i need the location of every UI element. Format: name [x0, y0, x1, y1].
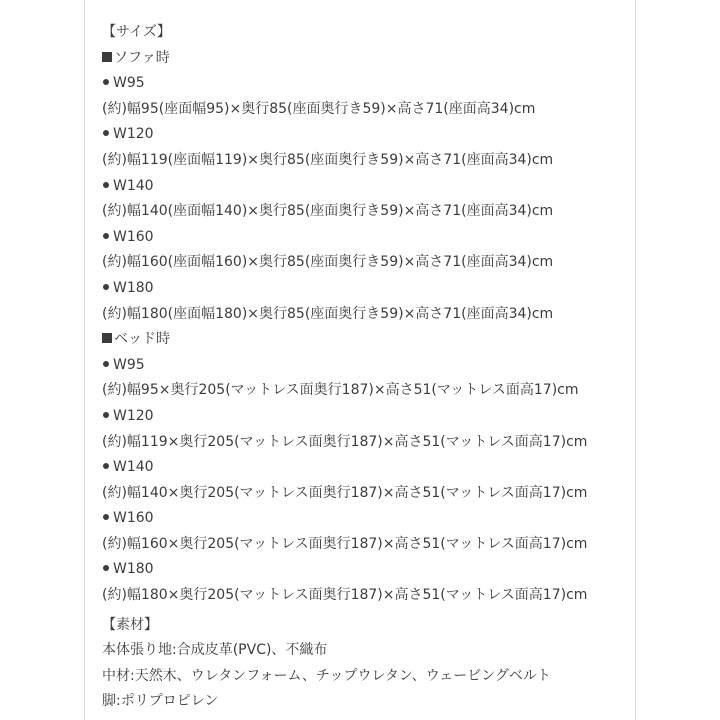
bed-item-w180: [102, 557, 632, 608]
bed-item-label: W140: [113, 459, 154, 476]
bed-item-detail: (約)幅95×奥行205(マットレス面奥行187)×高さ51(マットレス面高17)cm: [102, 382, 579, 399]
material-heading: 【素材】: [102, 616, 158, 633]
sofa-item-label-row: [102, 225, 632, 251]
sofa-mode-heading: [102, 46, 632, 72]
sofa-item-label-row: [102, 71, 632, 97]
bed-item-w140: [102, 455, 632, 506]
bullet-dot-icon: [103, 514, 109, 520]
sofa-item-detail: (約)幅95(座面幅95)×奥行85(座面奥行き59)×高さ71(座面高34)cm: [102, 100, 536, 117]
bed-item-detail: (約)幅160×奥行205(マットレス面奥行187)×高さ51(マットレス面高17)cm: [102, 535, 588, 552]
bed-item-label: W120: [113, 407, 154, 424]
bed-item-detail: (約)幅119×奥行205(マットレス面奥行187)×高さ51(マットレス面高17)cm: [102, 433, 588, 450]
bullet-dot-icon: [103, 361, 109, 367]
bullet-dot-icon: [103, 233, 109, 239]
sofa-item-w180: [102, 276, 632, 327]
bed-item-label: W180: [113, 561, 154, 578]
bullet-dot-icon: [103, 182, 109, 188]
sofa-item-label: W160: [113, 228, 154, 245]
material-line-upholstery: 本体張り地:合成皮革(PVC)、不織布: [102, 642, 328, 659]
sofa-item-detail: (約)幅160(座面幅160)×奥行85(座面奥行き59)×高さ71(座面高34)cm: [102, 254, 554, 271]
bed-item-detail: (約)幅180×奥行205(マットレス面奥行187)×高さ51(マットレス面高17)cm: [102, 587, 588, 604]
bed-item-detail: (約)幅140×奥行205(マットレス面奥行187)×高さ51(マットレス面高17)cm: [102, 484, 588, 501]
size-heading: 【サイズ】: [102, 24, 171, 40]
bed-item-label-row: [102, 404, 632, 430]
bullet-dot-icon: [103, 130, 109, 136]
square-bullet-icon: [102, 52, 112, 62]
sofa-item-w120: [102, 122, 632, 173]
spec-content: [102, 20, 632, 715]
bullet-dot-icon: [103, 79, 109, 85]
bed-mode-heading-text: ベッド時: [114, 331, 170, 348]
bed-item-label-row: [102, 557, 632, 583]
sofa-item-detail: (約)幅119(座面幅119)×奥行85(座面奥行き59)×高さ71(座面高34)cm: [102, 151, 554, 168]
sofa-item-w160: [102, 225, 632, 276]
sofa-item-label: W140: [113, 177, 154, 194]
sofa-item-label-row: [102, 276, 632, 302]
bullet-dot-icon: [103, 412, 109, 418]
bed-item-label-row: [102, 455, 632, 481]
bed-item-label: W95: [113, 356, 145, 373]
sofa-item-w95: [102, 71, 632, 122]
bullet-dot-icon: [103, 284, 109, 290]
bed-item-label-row: [102, 506, 632, 532]
material-line-filling: 中材:天然木、ウレタンフォーム、チップウレタン、ウェービングベルト: [102, 667, 551, 684]
bed-item-label-row: [102, 353, 632, 379]
sofa-item-label: W120: [113, 126, 154, 143]
bed-item-w95: [102, 353, 632, 404]
bed-item-w160: [102, 506, 632, 557]
sofa-item-label: W95: [113, 75, 145, 92]
bullet-dot-icon: [103, 565, 109, 571]
sofa-item-label-row: [102, 174, 632, 200]
bullet-dot-icon: [103, 463, 109, 469]
bed-item-w120: [102, 404, 632, 455]
sofa-mode-heading-text: ソファ時: [114, 49, 170, 66]
bed-mode-heading: [102, 327, 632, 353]
sofa-item-detail: (約)幅180(座面幅180)×奥行85(座面奥行き59)×高さ71(座面高34)cm: [102, 305, 554, 322]
bed-item-label: W160: [113, 510, 154, 527]
square-bullet-icon: [102, 333, 112, 343]
sofa-item-label: W180: [113, 279, 154, 296]
sofa-item-detail: (約)幅140(座面幅140)×奥行85(座面奥行き59)×高さ71(座面高34)cm: [102, 203, 554, 220]
material-line-legs: 脚:ポリプロピレン: [102, 693, 219, 710]
sofa-item-w140: [102, 174, 632, 225]
sofa-item-label-row: [102, 122, 632, 148]
